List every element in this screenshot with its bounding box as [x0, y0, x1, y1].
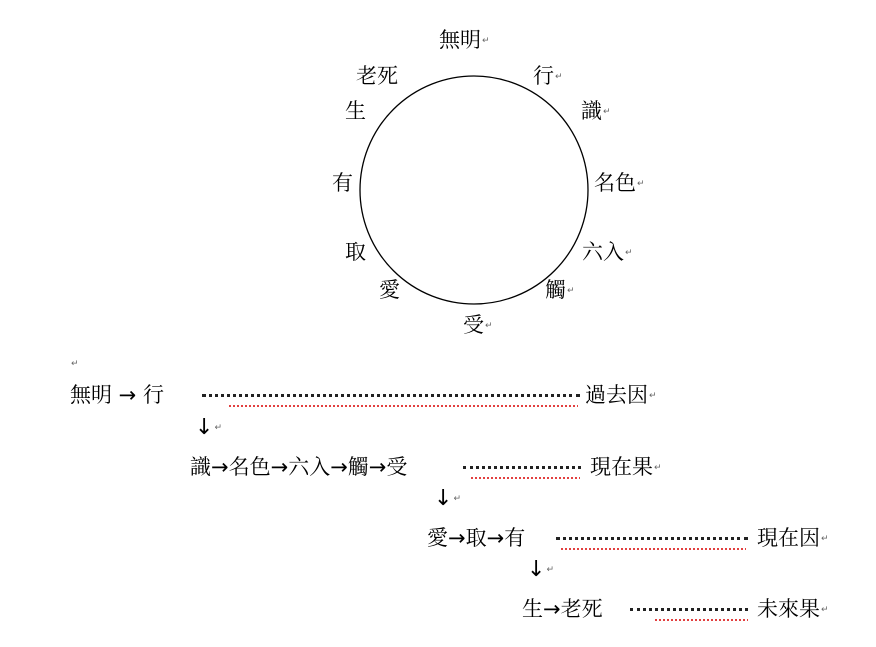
wheel-item-chu: 觸↵	[545, 278, 575, 302]
wheel-item-wuming: 無明↵	[439, 28, 490, 52]
wheel-item-xing: 行↵	[533, 64, 563, 88]
wheel-item-sheng: 生	[345, 99, 366, 123]
wheel-item-qu: 取	[345, 240, 366, 264]
empty-paragraph-mark: ↵	[71, 359, 79, 369]
wheel-item-shou: 受↵	[463, 313, 493, 337]
row-4-leader	[630, 608, 748, 611]
wheel-item-mingse: 名色↵	[594, 171, 645, 195]
wheel-item-shi: 識↵	[581, 99, 611, 123]
row-2-label: 現在果↵	[590, 455, 662, 479]
row-4-spellcheck-underline	[654, 619, 748, 621]
row-3-chain: 愛→取→有	[427, 526, 526, 550]
wheel-item-liuru: 六入↵	[582, 240, 633, 264]
row-1-chain: 無明 → 行	[70, 383, 164, 407]
row-3-spellcheck-underline	[560, 548, 746, 550]
row-3-leader	[556, 537, 748, 540]
row-2-chain: 識→名色→六入→觸→受	[190, 455, 408, 479]
row-4-chain: 生→老死	[522, 597, 603, 621]
wheel-item-ai: 愛	[379, 278, 400, 302]
row-1-spellcheck-underline	[228, 405, 578, 407]
wheel-item-laosi: 老死	[356, 64, 398, 88]
row-4-label: 未來果↵	[757, 597, 829, 621]
wheel-item-you: 有	[332, 171, 353, 195]
down-arrow-2: ↓↵	[434, 486, 461, 511]
down-arrow-3: ↓↵	[527, 557, 554, 582]
row-1-label: 過去因↵	[585, 383, 657, 407]
row-2-spellcheck-underline	[470, 477, 580, 479]
row-1-leader	[202, 394, 580, 397]
down-arrow-1: ↓↵	[195, 415, 222, 440]
row-3-label: 現在因↵	[757, 526, 829, 550]
row-2-leader	[463, 466, 581, 469]
